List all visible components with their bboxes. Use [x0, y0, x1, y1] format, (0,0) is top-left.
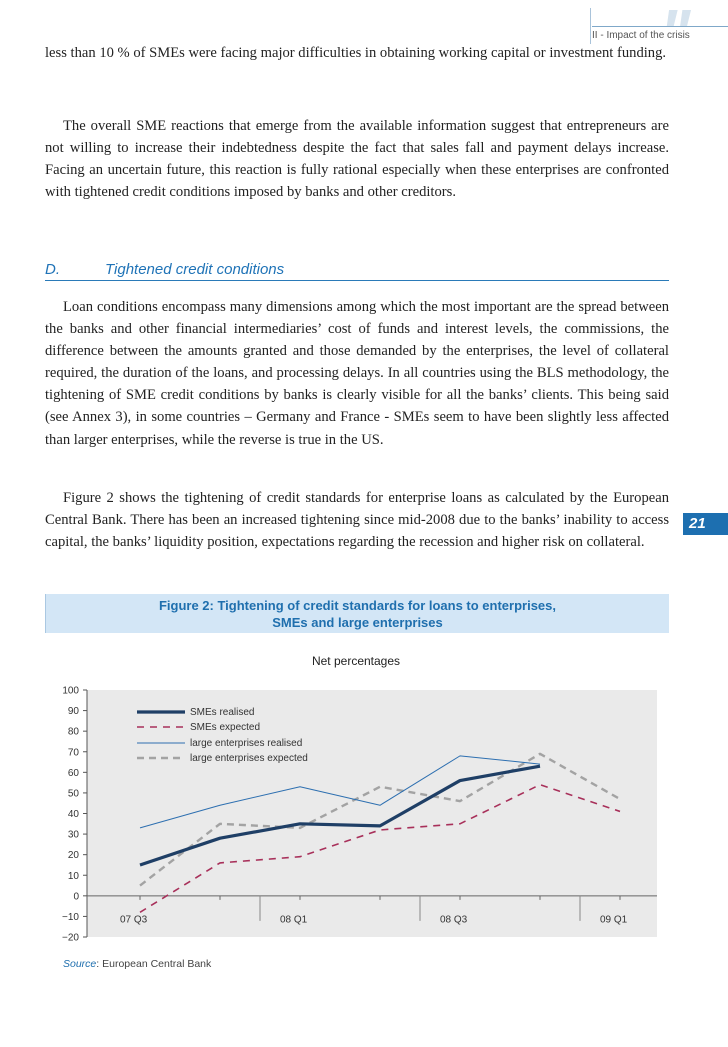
- legend-label: SMEs realised: [190, 707, 255, 718]
- section-title: Tightened credit conditions: [105, 261, 285, 278]
- source-label: Source: [63, 958, 97, 970]
- plot-area: [87, 690, 657, 937]
- y-tick-label: 70: [67, 747, 79, 759]
- y-tick-label: 60: [67, 767, 79, 779]
- chart-svg: [45, 648, 685, 948]
- y-tick-label: 40: [67, 809, 79, 820]
- paragraph-1: less than 10 % of SMEs were facing major difficulties in obtaining working capital or investment funding.: [45, 45, 667, 61]
- figure-source: [63, 958, 211, 970]
- paragraph-4: Figure 2 shows the tightening of credit standards for enterprise loans as calculated by the European Central Bank. There has been an increased tightening since mid-2008 due to the banks’ inability to access capital, the banks’ liquidity position, expectations regarding the recession and higher risk on collateral.: [45, 490, 669, 551]
- figure-title-line2: SMEs and large enterprises: [272, 615, 443, 630]
- y-tick-label: 50: [67, 788, 79, 800]
- y-tick-label: 20: [67, 850, 79, 862]
- header-divider: [590, 8, 591, 44]
- y-tick-label: −10: [62, 911, 79, 923]
- figure-title-box: [45, 594, 669, 633]
- chart-title: Net percentages: [311, 654, 401, 668]
- section-number: D.: [45, 261, 60, 278]
- y-tick-label: 90: [67, 706, 79, 718]
- section-heading: [45, 261, 669, 281]
- legend-label: large enterprises expected: [190, 753, 308, 764]
- x-tick-label: 08 Q1: [280, 914, 308, 926]
- running-title: II - Impact of the crisis: [592, 26, 728, 41]
- header-quote-mark: ": [660, 0, 685, 68]
- legend-label: large enterprises realised: [190, 738, 303, 749]
- x-tick-label: 07 Q3: [120, 914, 148, 926]
- y-tick-label: 0: [73, 891, 79, 903]
- credit-standards-chart: [45, 648, 685, 948]
- page-number: 21: [683, 513, 728, 535]
- y-tick-label: −20: [62, 932, 79, 944]
- y-tick-label: 80: [67, 726, 79, 738]
- paragraph-3: Loan conditions encompass many dimensions among which the most important are the spread between the banks and other financial intermediaries’ cost of funds and interest levels, the commissions, the difference between the amounts granted and those demanded by the enterprises, the level of collateral required, the duration of the loans, and processing delays. In all countries using the BLS methodology, the tightening of SME credit conditions by banks is clearly visible for all the banks’ clients. This being said (see Annex 3), in some countries – Germany and France - SMEs seem to have been slightly less affected than larger enterprises, while the reverse is true in the US.: [45, 299, 669, 448]
- source-text: : European Central Bank: [96, 958, 212, 970]
- legend-label: SMEs expected: [190, 722, 261, 733]
- figure-title-line1: Figure 2: Tightening of credit standards for loans to enterprises,: [158, 598, 557, 613]
- paragraph-2: The overall SME reactions that emerge from the available information suggest that entrepreneurs are not willing to increase their indebtedness despite the fact that sales fall and payment delays increase. Facing an uncertain future, this reaction is fully rational especially when these enterprises are confronted with tightened credit conditions imposed by banks and other creditors.: [45, 118, 669, 201]
- y-axis: [62, 686, 87, 944]
- x-tick-label: 08 Q3: [440, 914, 468, 926]
- y-tick-label: 10: [67, 870, 79, 882]
- x-tick-label: 09 Q1: [600, 914, 628, 926]
- y-tick-label: 30: [67, 829, 79, 841]
- y-tick-label: 100: [62, 685, 79, 697]
